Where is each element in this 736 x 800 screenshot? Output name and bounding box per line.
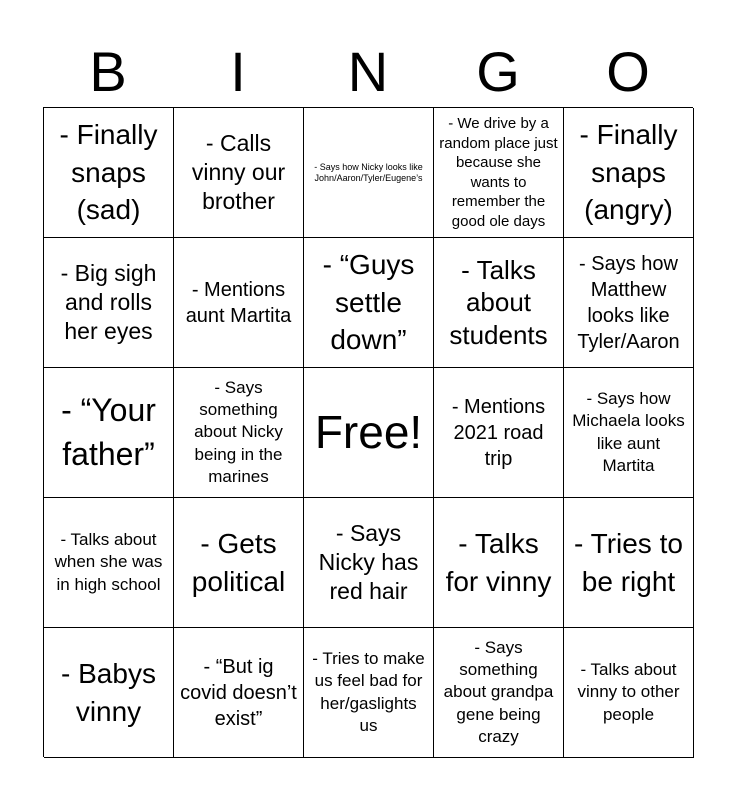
bingo-cell[interactable] [44, 628, 174, 758]
cell-text: - Finally snaps (angry) [579, 118, 678, 226]
cell-text: - Talks about vinny to other people [577, 660, 680, 724]
bingo-cell[interactable] [174, 628, 304, 758]
cell-text: - Says something about grandpa gene being crazy [443, 638, 554, 746]
bingo-cell[interactable] [304, 628, 434, 758]
free-space[interactable] [304, 368, 434, 498]
cell-text: - Says how Michaela looks like aunt Martita [572, 389, 685, 475]
cell-text: - Talks about when she was in high school [54, 530, 163, 594]
cell-text: - Says how Matthew looks like Tyler/Aaron [577, 252, 680, 353]
bingo-cell[interactable] [434, 238, 564, 368]
bingo-cell[interactable] [174, 108, 304, 238]
bingo-cell[interactable] [564, 628, 694, 758]
bingo-cell[interactable] [304, 498, 434, 628]
cell-text: - Says Nicky has red hair [318, 520, 419, 604]
cell-text: - “Guys settle down” [322, 248, 415, 356]
cell-text: - Gets political [191, 527, 286, 597]
cell-text: - Babys vinny [61, 657, 156, 727]
header-letter-o: O [606, 40, 650, 103]
bingo-cell[interactable] [174, 238, 304, 368]
bingo-cell[interactable] [434, 628, 564, 758]
header-letter-i: I [230, 40, 246, 103]
bingo-cell[interactable] [564, 108, 694, 238]
bingo-cell[interactable] [564, 368, 694, 498]
cell-text: - “But ig covid doesn’t exist” [180, 655, 297, 730]
bingo-cell[interactable] [304, 108, 434, 238]
cell-text: - Mentions aunt Martita [185, 278, 292, 327]
cell-text: - We drive by a random place just because she wants to remember the good ole days [439, 115, 558, 230]
header-letter-n: N [347, 40, 389, 103]
bingo-cell[interactable] [434, 368, 564, 498]
cell-text: - Tries to make us feel bad for her/gaslights us [312, 649, 425, 735]
cell-text: - Talks for vinny [445, 527, 552, 597]
bingo-cell[interactable] [44, 108, 174, 238]
free-space-text: Free! [314, 406, 423, 459]
bingo-cell[interactable] [564, 238, 694, 368]
bingo-cell[interactable] [174, 368, 304, 498]
header-letter-g: G [476, 40, 520, 103]
cell-text: - Big sigh and rolls her eyes [60, 260, 157, 344]
bingo-header [43, 36, 693, 108]
bingo-cell[interactable] [434, 108, 564, 238]
cell-text: - Says how Nicky looks like John/Aaron/Tyler/Eugene’s [314, 162, 423, 183]
cell-text: - Finally snaps (sad) [59, 118, 158, 226]
cell-text: - Mentions 2021 road trip [451, 395, 546, 470]
cell-text: - “Your father” [61, 392, 156, 472]
bingo-cell[interactable] [174, 498, 304, 628]
cell-text: - Says something about Nicky being in the marines [194, 378, 283, 486]
bingo-cell[interactable] [44, 498, 174, 628]
bingo-cell[interactable] [44, 368, 174, 498]
cell-text: - Tries to be right [574, 527, 683, 597]
cell-text: - Talks about students [449, 254, 548, 350]
bingo-cell[interactable] [44, 238, 174, 368]
header-letter-b: B [89, 40, 127, 103]
bingo-board [43, 107, 693, 757]
bingo-cell[interactable] [434, 498, 564, 628]
bingo-cell[interactable] [304, 238, 434, 368]
cell-text: - Calls vinny our brother [191, 130, 286, 214]
bingo-cell[interactable] [564, 498, 694, 628]
